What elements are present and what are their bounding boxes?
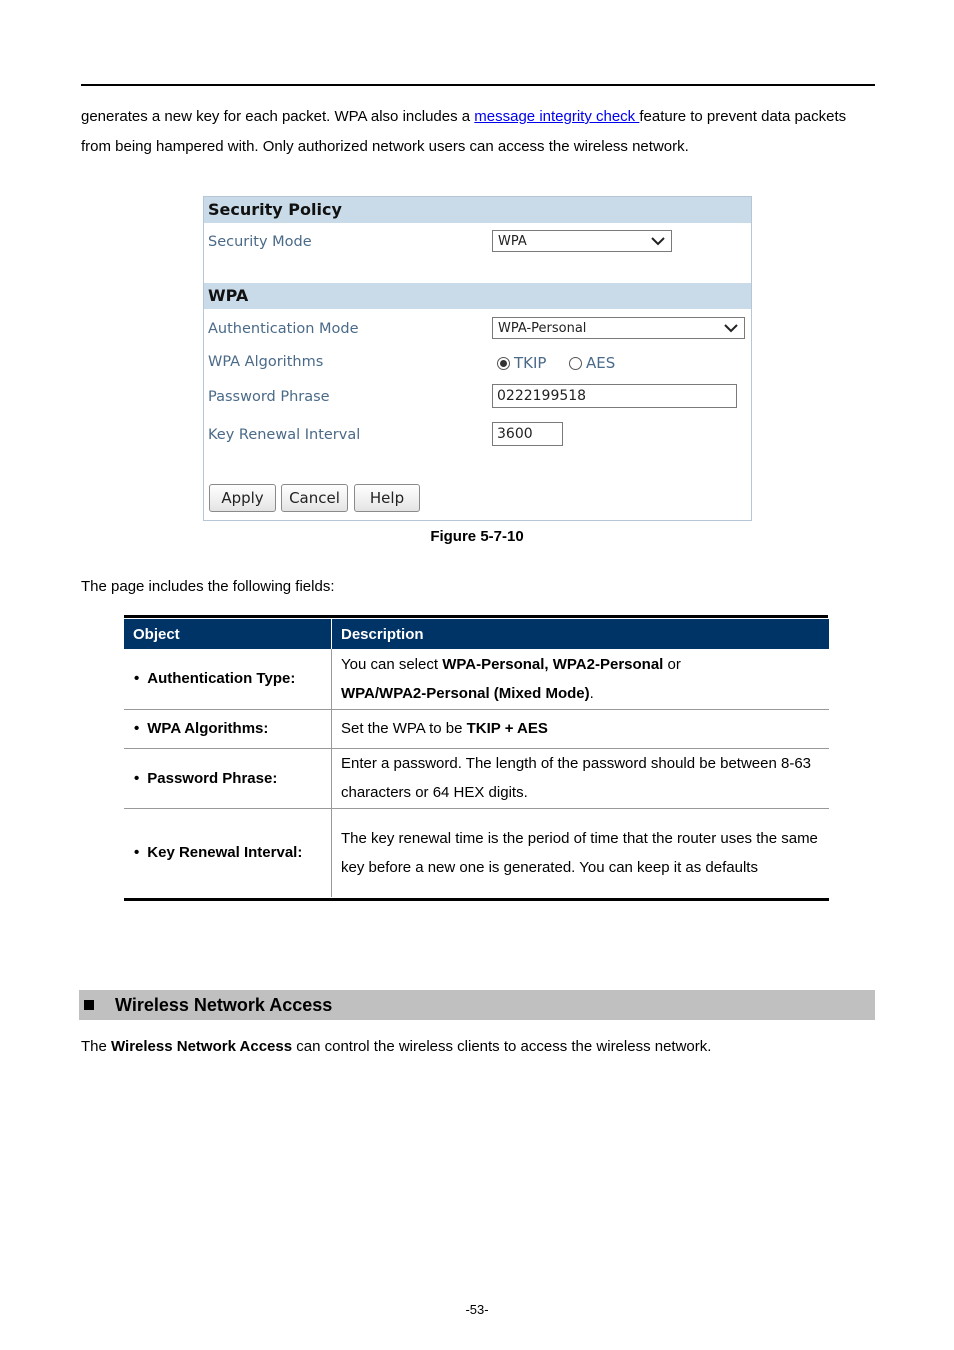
table-bottom-rule — [124, 898, 829, 901]
object-cell — [124, 808, 332, 897]
object-cell — [124, 748, 332, 808]
description-cell — [332, 649, 830, 709]
message-integrity-check-link[interactable]: message integrity check — [474, 108, 640, 125]
description-cell — [332, 709, 830, 748]
section-text: The — [81, 1038, 112, 1055]
object-label: Password Phrase: — [147, 769, 278, 787]
security-settings-figure — [203, 196, 752, 521]
radio-selected-icon — [497, 357, 510, 370]
aes-label: AES — [586, 354, 616, 372]
wpa-header: WPA — [204, 283, 751, 309]
object-label: Authentication Type: — [147, 670, 296, 688]
intro-text-start: generates a new key for each packet. WPA also includes a — [81, 108, 475, 125]
intro-text-end: feature to prevent data packets from being hampered with. Only authorized network users can access the wireless network. — [81, 108, 847, 155]
table-row — [124, 709, 829, 748]
key-renewal-interval-input[interactable]: 3600 — [492, 422, 563, 446]
table-top-rule — [124, 615, 828, 618]
object-cell — [124, 649, 332, 709]
security-mode-select[interactable] — [492, 230, 672, 252]
section-text-bold: Wireless Network Access — [111, 1038, 293, 1055]
authentication-mode-select[interactable] — [492, 317, 745, 339]
description-column-header: Description — [332, 619, 830, 649]
section-paragraph — [81, 1032, 871, 1062]
section-heading — [79, 990, 875, 1020]
description-cell: The key renewal time is the period of time that the router uses the same key before a new one is generated. You can keep it as defaults — [341, 829, 818, 876]
page-number: -53- — [465, 1302, 489, 1317]
password-phrase-label: Password Phrase — [208, 389, 330, 405]
table-row — [124, 649, 829, 709]
square-bullet-icon — [84, 1000, 94, 1010]
help-button[interactable]: Help — [354, 484, 420, 512]
section-text: can control the wireless clients to access the wireless network. — [292, 1038, 712, 1055]
bullet: • — [134, 844, 140, 862]
description-text: Set the WPA to be — [341, 720, 467, 737]
description-text: You can select — [341, 655, 443, 673]
wpa-algorithms-label: WPA Algorithms — [208, 354, 324, 370]
object-label: WPA Algorithms: — [147, 720, 269, 737]
description-bold: WPA/WPA2-Personal (Mixed Mode) — [341, 684, 590, 702]
radio-unselected-icon — [569, 357, 582, 370]
fields-table — [124, 619, 829, 897]
apply-button[interactable]: Apply — [209, 484, 276, 512]
description-bold: TKIP + AES — [466, 720, 548, 737]
authentication-mode-label: Authentication Mode — [208, 321, 359, 337]
chevron-down-icon — [651, 235, 665, 247]
figure-caption: Figure 5-7-10 — [430, 528, 524, 545]
bullet: • — [134, 670, 140, 688]
table-row — [124, 808, 829, 897]
tkip-label: TKIP — [514, 354, 547, 372]
tkip-radio[interactable] — [497, 354, 546, 372]
password-phrase-input[interactable]: 0222199518 — [492, 384, 737, 408]
object-column-header: Object — [124, 619, 332, 649]
description-bold: WPA-Personal, WPA2-Personal — [442, 655, 664, 673]
section-title: Wireless Network Access — [115, 995, 333, 1015]
security-policy-header: Security Policy — [204, 197, 751, 223]
security-mode-value: WPA — [498, 234, 527, 249]
object-label: Key Renewal Interval: — [147, 844, 303, 862]
bullet: • — [134, 769, 140, 787]
intro-paragraph — [81, 102, 871, 162]
key-renewal-interval-label: Key Renewal Interval — [208, 427, 361, 443]
security-mode-label: Security Mode — [208, 234, 312, 250]
authentication-mode-value: WPA-Personal — [498, 321, 587, 336]
object-cell — [124, 709, 332, 748]
cancel-button[interactable]: Cancel — [281, 484, 348, 512]
header-rule — [81, 84, 875, 86]
description-text: or — [663, 655, 681, 673]
fields-intro-text: The page includes the following fields: — [81, 578, 335, 595]
aes-radio[interactable] — [569, 354, 615, 372]
chevron-down-icon — [724, 322, 738, 334]
description-cell: Enter a password. The length of the password should be between 8-63 characters or 64 HEX digits. — [332, 748, 830, 808]
description-text: . — [589, 684, 594, 702]
table-row — [124, 748, 829, 808]
bullet: • — [134, 720, 140, 737]
